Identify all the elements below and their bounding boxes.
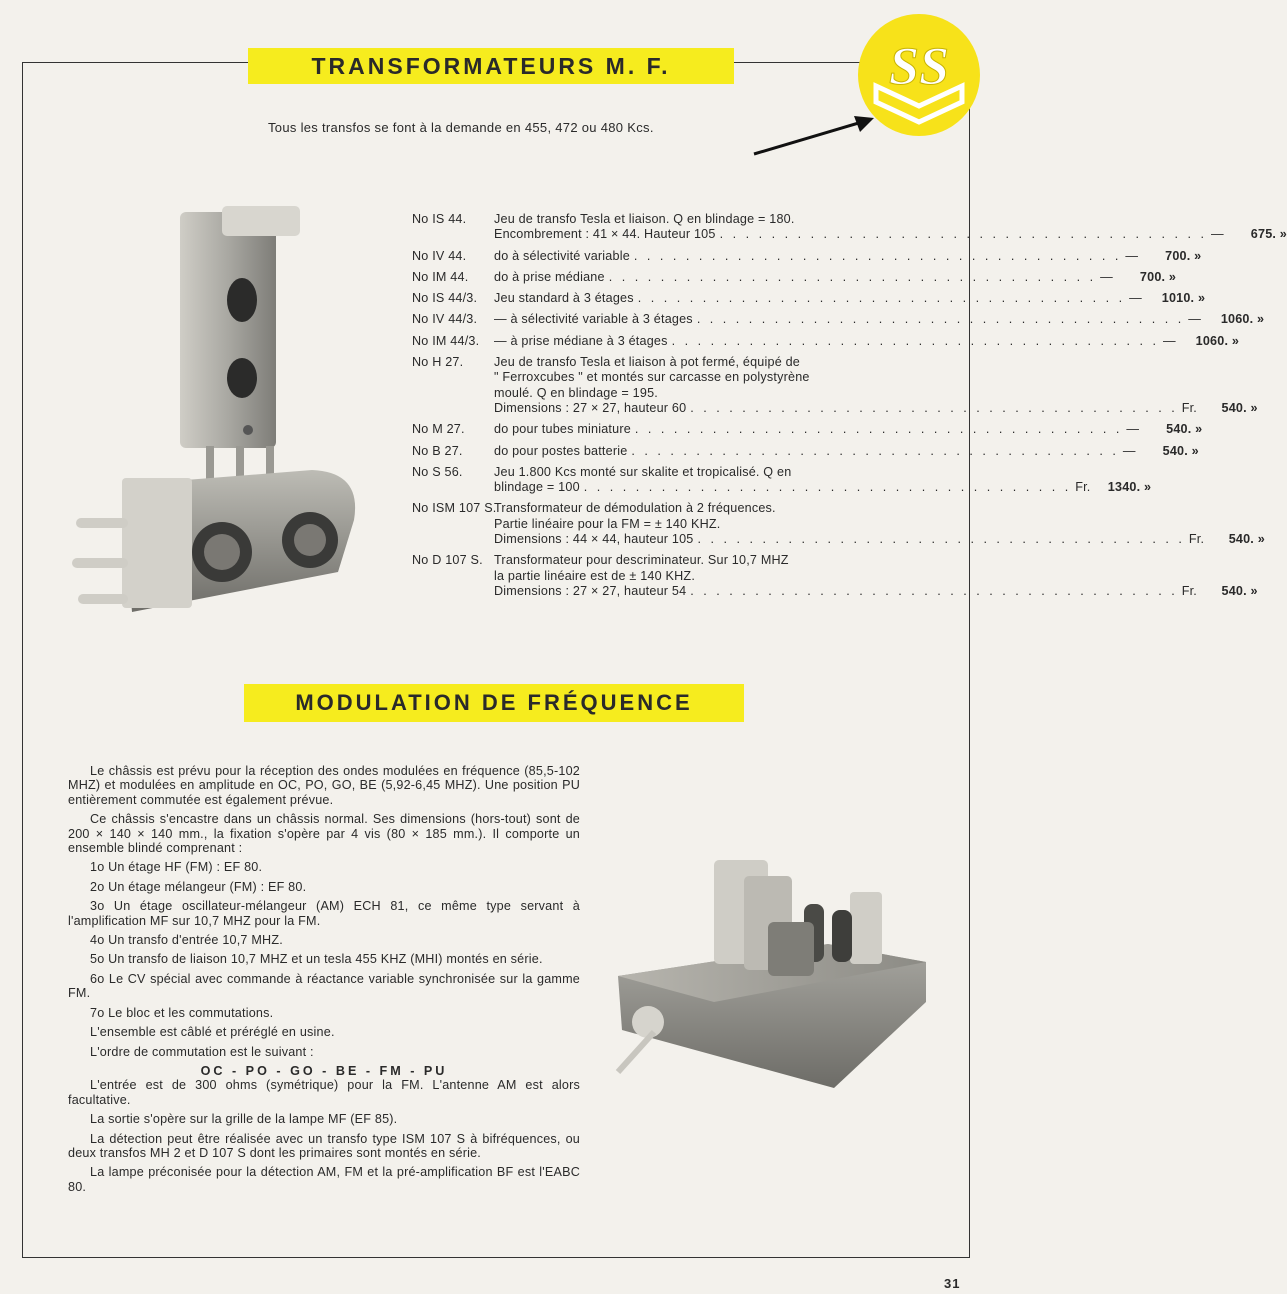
- item-description: Jeu 1.800 Kcs monté sur skalite et tropicalisé. Q en: [494, 464, 792, 479]
- leader-dots: . . . . . . . . . . . . . . . . . . . . . . . . . . . . . . . . . . . . . .: [637, 291, 1126, 306]
- body-paragraph: L'ensemble est câblé et préréglé en usine.: [90, 1025, 335, 1040]
- price-list-item: [412, 333, 1240, 349]
- item-description: — à prise médiane à 3 étages: [494, 333, 668, 348]
- price-list-item: [412, 553, 1258, 599]
- body-paragraph: La sortie s'opère sur la grille de la lampe MF (EF 85).: [90, 1112, 398, 1127]
- body-paragraph: 3o Un étage oscillateur-mélangeur (AM) ECH 81, ce même type servant à l'amplification MF sur 10,7 MHZ pour la FM.: [68, 899, 580, 928]
- item-reference: No IM 44.: [412, 269, 469, 284]
- item-reference: No IS 44.: [412, 212, 467, 226]
- item-currency: —: [1129, 291, 1142, 306]
- item-price: 540. »: [1221, 583, 1258, 598]
- leader-dots: . . . . . . . . . . . . . . . . . . . . . . . . . . . . . . . . . . . . . .: [608, 269, 1097, 284]
- body-paragraph: 2o Un étage mélangeur (FM) : EF 80.: [90, 879, 307, 894]
- svg-text:SS: SS: [888, 36, 950, 96]
- body-paragraph: Ce châssis s'encastre dans un châssis normal. Ses dimensions (hors-tout) sont de 200 × 140 × 140 mm., la fixation s'opère par 4 vis (80 × 185 mm.). Il comporte un ensemble blindé comprenant :: [68, 812, 580, 856]
- price-list-item: [412, 291, 1206, 306]
- item-description: do à prise médiane: [494, 269, 605, 284]
- body-paragraph: L'entrée est de 300 ohms (symétrique) pour la FM. L'antenne AM est alors facultative.: [68, 1078, 580, 1107]
- item-reference: No S 56.: [412, 464, 463, 479]
- leader-dots: . . . . . . . . . . . . . . . . . . . . . . . . . . . . . . . . . . . . . .: [631, 443, 1119, 458]
- item-description: Jeu de transfo Tesla et liaison. Q en blindage = 180.: [494, 212, 795, 226]
- leader-dots: . . . . . . . . . . . . . . . . . . . . . . . . . . . . . . . . . . . . . .: [697, 532, 1185, 547]
- leader-dots: . . . . . . . . . . . . . . . . . . . . . . . . . . . . . . . . . . . . . .: [633, 248, 1122, 263]
- item-currency: Fr.: [1075, 480, 1091, 495]
- section-title-modulation: MODULATION DE FRÉQUENCE: [244, 684, 744, 722]
- price-list-item: [412, 248, 1202, 264]
- leader-dots: . . . . . . . . . . . . . . . . . . . . . . . . . . . . . . . . . . . . . .: [696, 312, 1185, 327]
- transformer-price-list: [412, 212, 1287, 605]
- body-paragraph: 5o Un transfo de liaison 10,7 MHZ et un tesla 455 KHZ (MHI) montés en série.: [90, 952, 543, 967]
- body-paragraph: OC - PO - GO - BE - FM - PU: [200, 1063, 448, 1078]
- item-description: Transformateur de démodulation à 2 fréquences.: [494, 501, 776, 516]
- item-price: 1060. »: [1220, 312, 1265, 327]
- body-paragraph: La lampe préconisée pour la détection AM, FM et la pré-amplification BF est l'EABC 80.: [68, 1165, 580, 1194]
- leader-dots: . . . . . . . . . . . . . . . . . . . . . . . . . . . . . . . . . . . . . .: [634, 422, 1123, 437]
- body-paragraph: 6o Le CV spécial avec commande à réactance variable synchronisée sur la gamme FM.: [68, 971, 580, 1001]
- item-description: Dimensions : 44 × 44, hauteur 105: [494, 532, 694, 547]
- body-paragraph: Le châssis est prévu pour la réception des ondes modulées en fréquence (85,5-102 MHZ) et modulées en amplitude en OC, PO, GO, BE (5,92-6,45 MHZ). Une position PU entièrement commutée est également prévue.: [68, 764, 580, 807]
- item-price: 540. »: [1162, 443, 1199, 458]
- item-reference: No H 27.: [412, 355, 464, 370]
- item-description: Encombrement : 41 × 44. Hauteur 105: [494, 227, 716, 242]
- item-currency: —: [1126, 422, 1140, 437]
- item-reference: No ISM 107 S.: [412, 501, 497, 516]
- price-list-item: [412, 212, 1287, 243]
- leader-dots: . . . . . . . . . . . . . . . . . . . . . . . . . . . . . . . . . . . . . .: [690, 400, 1178, 415]
- item-currency: —: [1163, 333, 1176, 348]
- item-reference: No IS 44/3.: [412, 291, 478, 306]
- item-price: 540. »: [1166, 422, 1203, 437]
- price-list-item: [412, 422, 1203, 437]
- item-description: do à sélectivité variable: [494, 248, 630, 263]
- item-price: 700. »: [1165, 248, 1202, 263]
- item-reference: No D 107 S.: [412, 553, 483, 568]
- item-description: Dimensions : 27 × 27, hauteur 54: [494, 583, 687, 598]
- item-description: — à sélectivité variable à 3 étages: [494, 312, 693, 327]
- item-price: 1340. »: [1107, 480, 1152, 495]
- leader-dots: . . . . . . . . . . . . . . . . . . . . . . . . . . . . . . . . . . . . . .: [583, 480, 1072, 495]
- item-currency: —: [1125, 248, 1139, 263]
- item-reference: No IM 44/3.: [412, 333, 480, 348]
- price-list-item: [412, 443, 1199, 459]
- chassis-photo: [608, 852, 938, 1092]
- item-description: Jeu de transfo Tesla et liaison à pot fermé, équipé de: [494, 355, 801, 370]
- item-description: do pour tubes miniature: [494, 422, 631, 437]
- leader-dots: . . . . . . . . . . . . . . . . . . . . . . . . . . . . . . . . . . . . . .: [671, 333, 1160, 348]
- item-reference: No M 27.: [412, 422, 465, 437]
- modulation-description: [68, 764, 580, 1199]
- item-reference: No IV 44.: [412, 248, 467, 263]
- arrow-pointer: [750, 110, 880, 160]
- item-price: 540. »: [1228, 532, 1265, 547]
- item-description: blindage = 100: [494, 480, 580, 495]
- item-currency: Fr.: [1181, 400, 1197, 415]
- item-description: Transformateur pour descriminateur. Sur 10,7 MHZ: [494, 553, 789, 568]
- item-currency: Fr.: [1188, 532, 1205, 547]
- item-description: " Ferroxcubes " et montés sur carcasse en polystyrène: [494, 370, 810, 385]
- page-number: 31: [944, 1276, 961, 1291]
- item-description: moulé. Q en blindage = 195.: [494, 385, 658, 400]
- item-description: Jeu standard à 3 étages: [494, 291, 634, 306]
- body-paragraph: L'ordre de commutation est le suivant :: [90, 1044, 314, 1059]
- body-paragraph: La détection peut être réalisée avec un transfo type ISM 107 S à bifréquences, ou deux transfos MH 2 et D 107 S dont les primaires sont montés en série.: [68, 1131, 580, 1160]
- item-price: 700. »: [1139, 269, 1177, 284]
- price-list-item: [412, 312, 1265, 327]
- item-price: 1060. »: [1195, 333, 1240, 348]
- price-list-item: [412, 464, 1152, 496]
- leader-dots: . . . . . . . . . . . . . . . . . . . . . . . . . . . . . . . . . . . . . .: [690, 583, 1178, 598]
- leader-dots: . . . . . . . . . . . . . . . . . . . . . . . . . . . . . . . . . . . . . .: [719, 227, 1207, 242]
- body-paragraph: 4o Un transfo d'entrée 10,7 MHZ.: [90, 933, 283, 948]
- item-currency: —: [1100, 269, 1113, 284]
- item-description: do pour postes batterie: [494, 443, 628, 458]
- item-reference: No B 27.: [412, 443, 463, 458]
- body-paragraph: 7o Le bloc et les commutations.: [90, 1005, 274, 1020]
- item-currency: —: [1122, 443, 1136, 458]
- item-reference: No IV 44/3.: [412, 312, 478, 327]
- item-currency: —: [1188, 312, 1202, 327]
- transformer-photo: [72, 200, 382, 620]
- item-description: Partie linéaire pour la FM = ± 140 KHZ.: [494, 516, 721, 531]
- intro-text: Tous les transfos se font à la demande en 455, 472 ou 480 Kcs.: [268, 120, 654, 135]
- section-title-transformateurs: TRANSFORMATEURS M. F.: [248, 48, 734, 84]
- item-price: 675. »: [1250, 227, 1287, 242]
- price-list-item: [412, 269, 1177, 285]
- item-description: la partie linéaire est de ± 140 KHZ.: [494, 568, 696, 583]
- item-currency: Fr.: [1181, 583, 1197, 598]
- item-currency: —: [1211, 227, 1224, 242]
- item-description: Dimensions : 27 × 27, hauteur 60: [494, 400, 687, 415]
- price-list-item: [412, 501, 1265, 547]
- item-price: 1010. »: [1161, 291, 1206, 306]
- body-paragraph: 1o Un étage HF (FM) : EF 80.: [90, 860, 263, 875]
- price-list-item: [412, 355, 1258, 416]
- item-price: 540. »: [1221, 400, 1258, 415]
